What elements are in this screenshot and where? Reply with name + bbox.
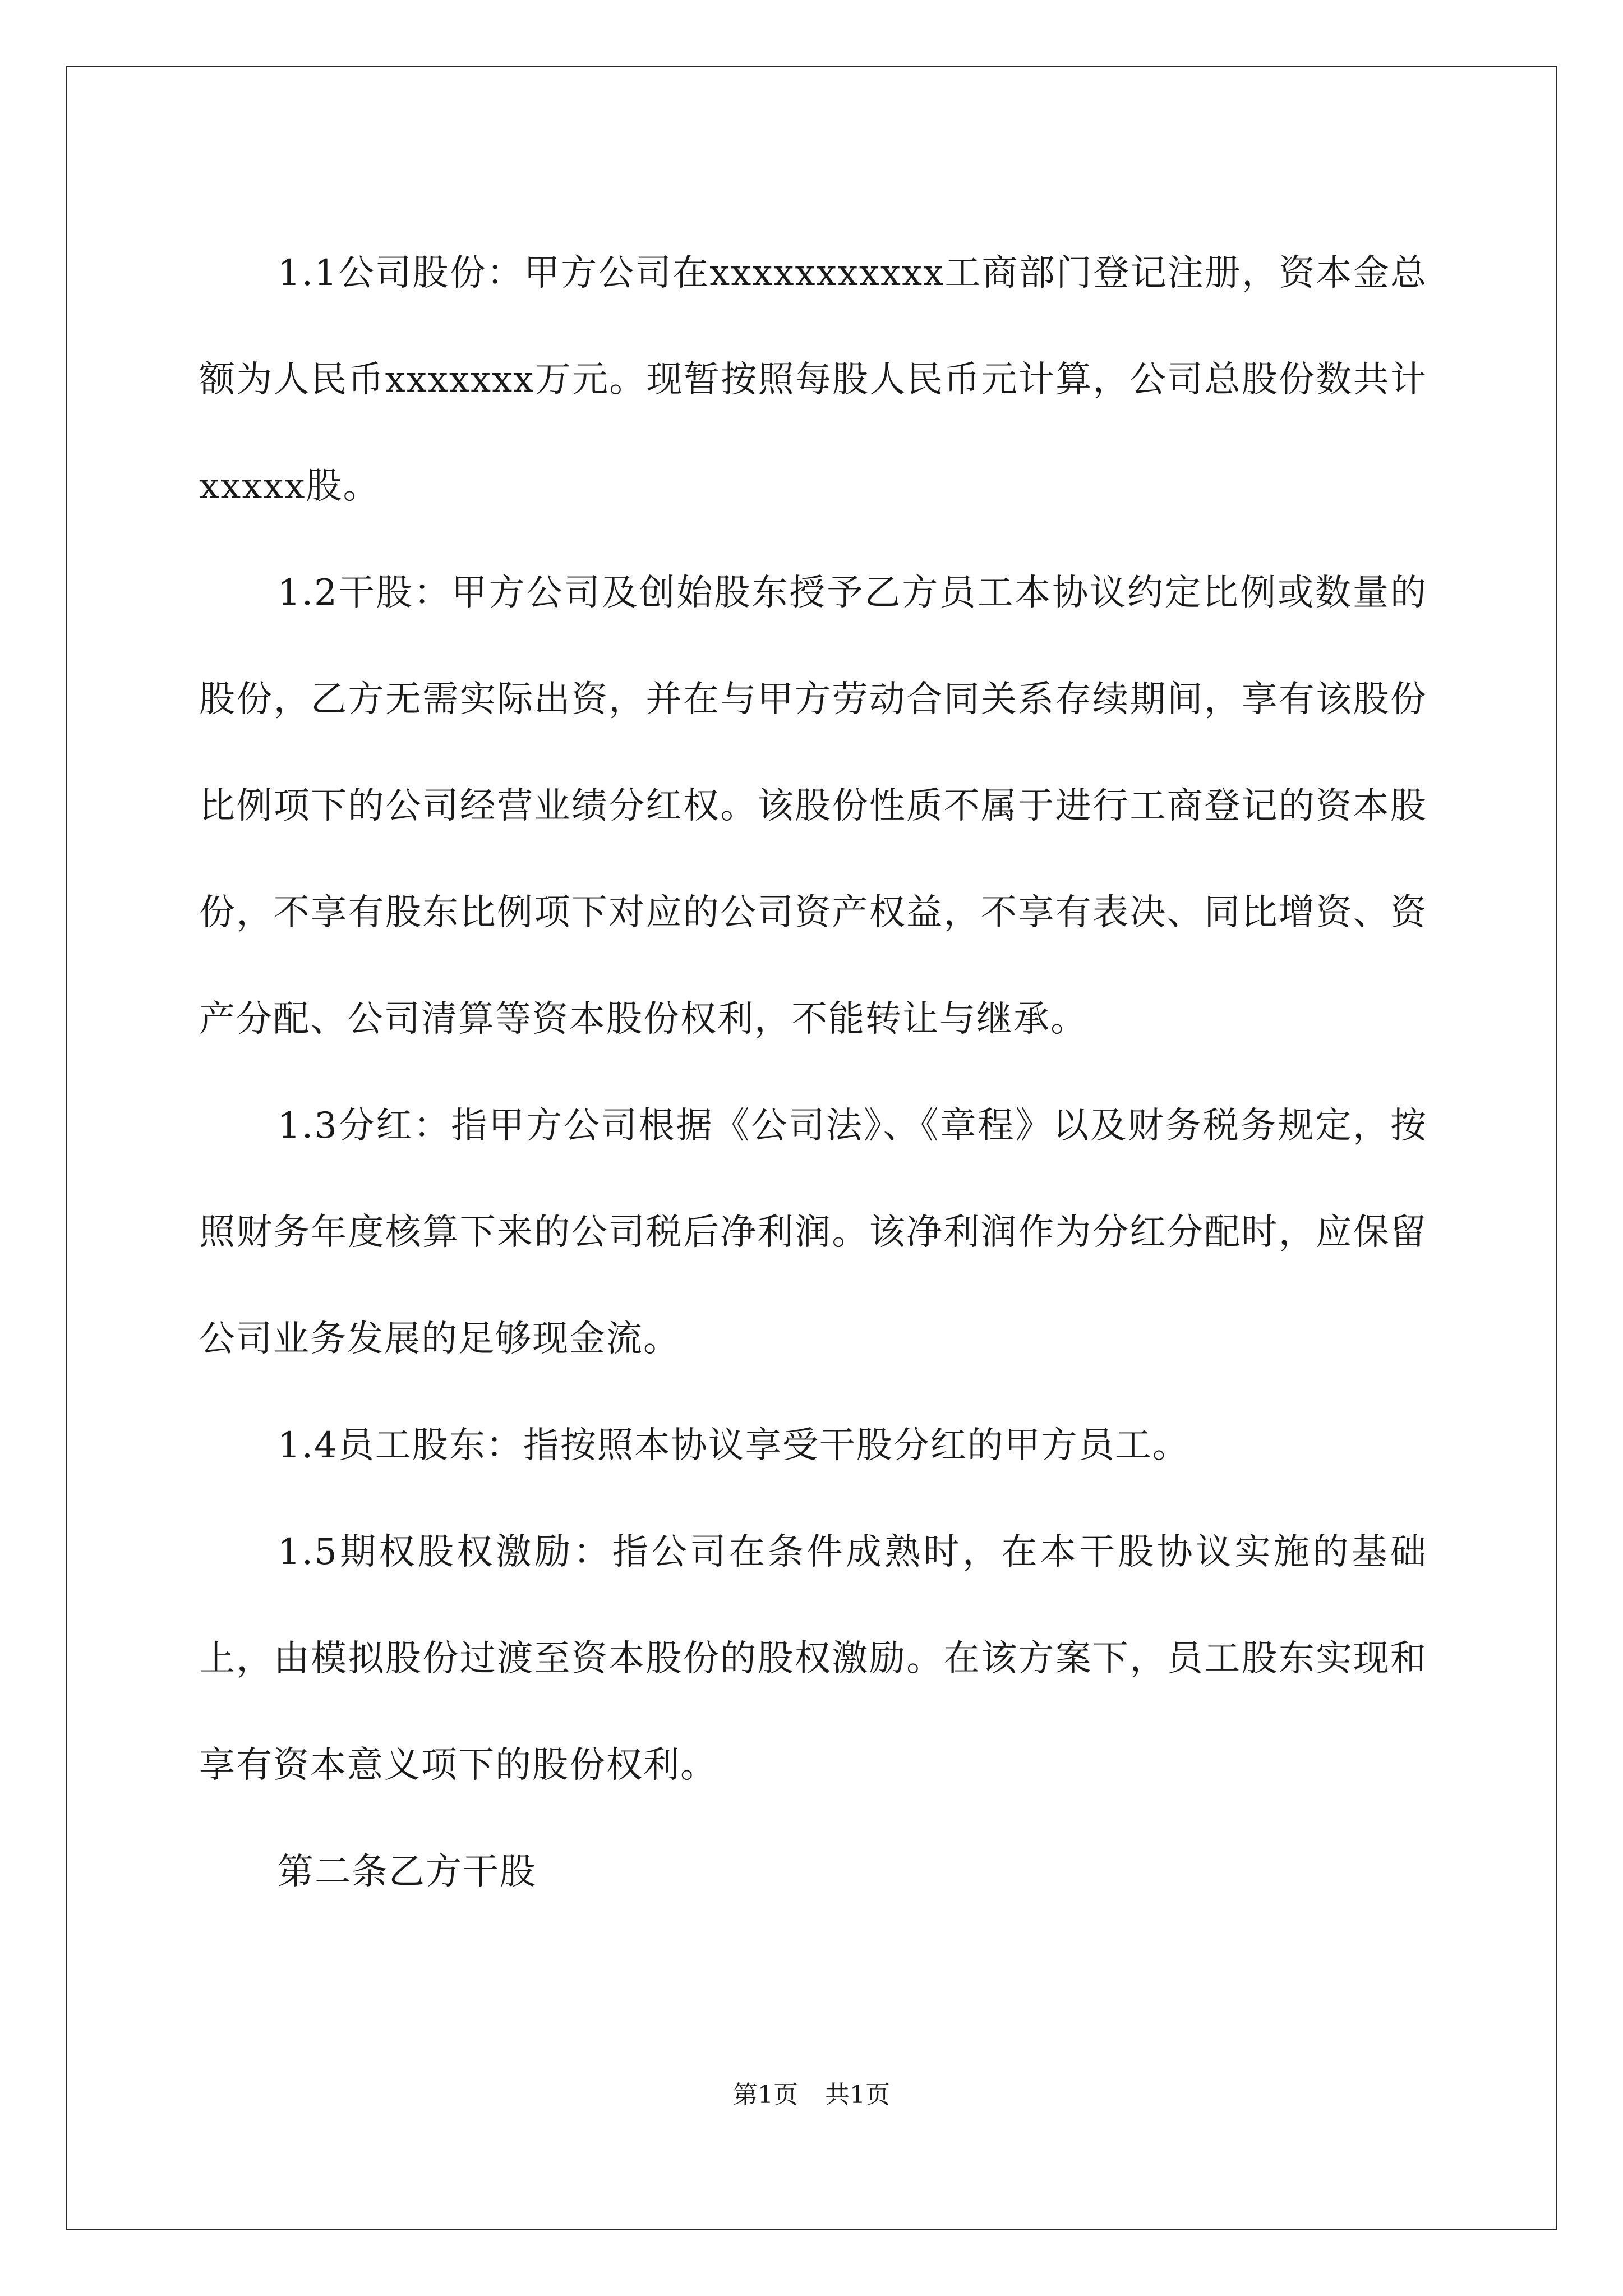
page-number: 第1页 xyxy=(733,2081,798,2109)
clause-1-4: 1.4员工股东：指按照本协议享受干股分红的甲方员工。 xyxy=(278,1425,1189,1466)
clause-1-3: 1.3分红：指甲方公司根据《公司法》、《章程》以及财务税务规定，按照财务年度核算下来的公司税后净利润。该净利润作为分红分配时，应保留公司业务发展的足够现金流。 xyxy=(199,1105,1427,1360)
clause-1-2: 1.2干股：甲方公司及创始股东授予乙方员工本协议约定比例或数量的股份，乙方无需实际出资，并在与甲方劳动合同关系存续期间，享有该股份比例项下的公司经营业绩分红权。该股份性质不属于进行工商登记的资本股份，不享有股东比例项下对应的公司资产权益，不享有表决、同比增资、资产分配、公司清算等资本股份权利，不能转让与继承。 xyxy=(199,572,1427,1040)
clause-1-5: 1.5期权股权激励：指公司在条件成熟时，在本干股协议实施的基础上，由模拟股份过渡至资本股份的股权激励。在该方案下，员工股东实现和享有资本意义项下的股份权利。 xyxy=(199,1531,1427,1786)
clause-1-1: 1.1公司股份：甲方公司在xxxxxxxxxxx工商部门登记注册，资本金总额为人民币xxxxxxx万元。现暂按照每股人民币元计算，公司总股份数共计xxxxx股。 xyxy=(199,252,1427,507)
page-total: 共1页 xyxy=(825,2081,890,2109)
section-heading: 第二条乙方干股 xyxy=(278,1851,537,1893)
document-body xyxy=(199,220,1427,1925)
page-footer xyxy=(0,2078,1623,2112)
